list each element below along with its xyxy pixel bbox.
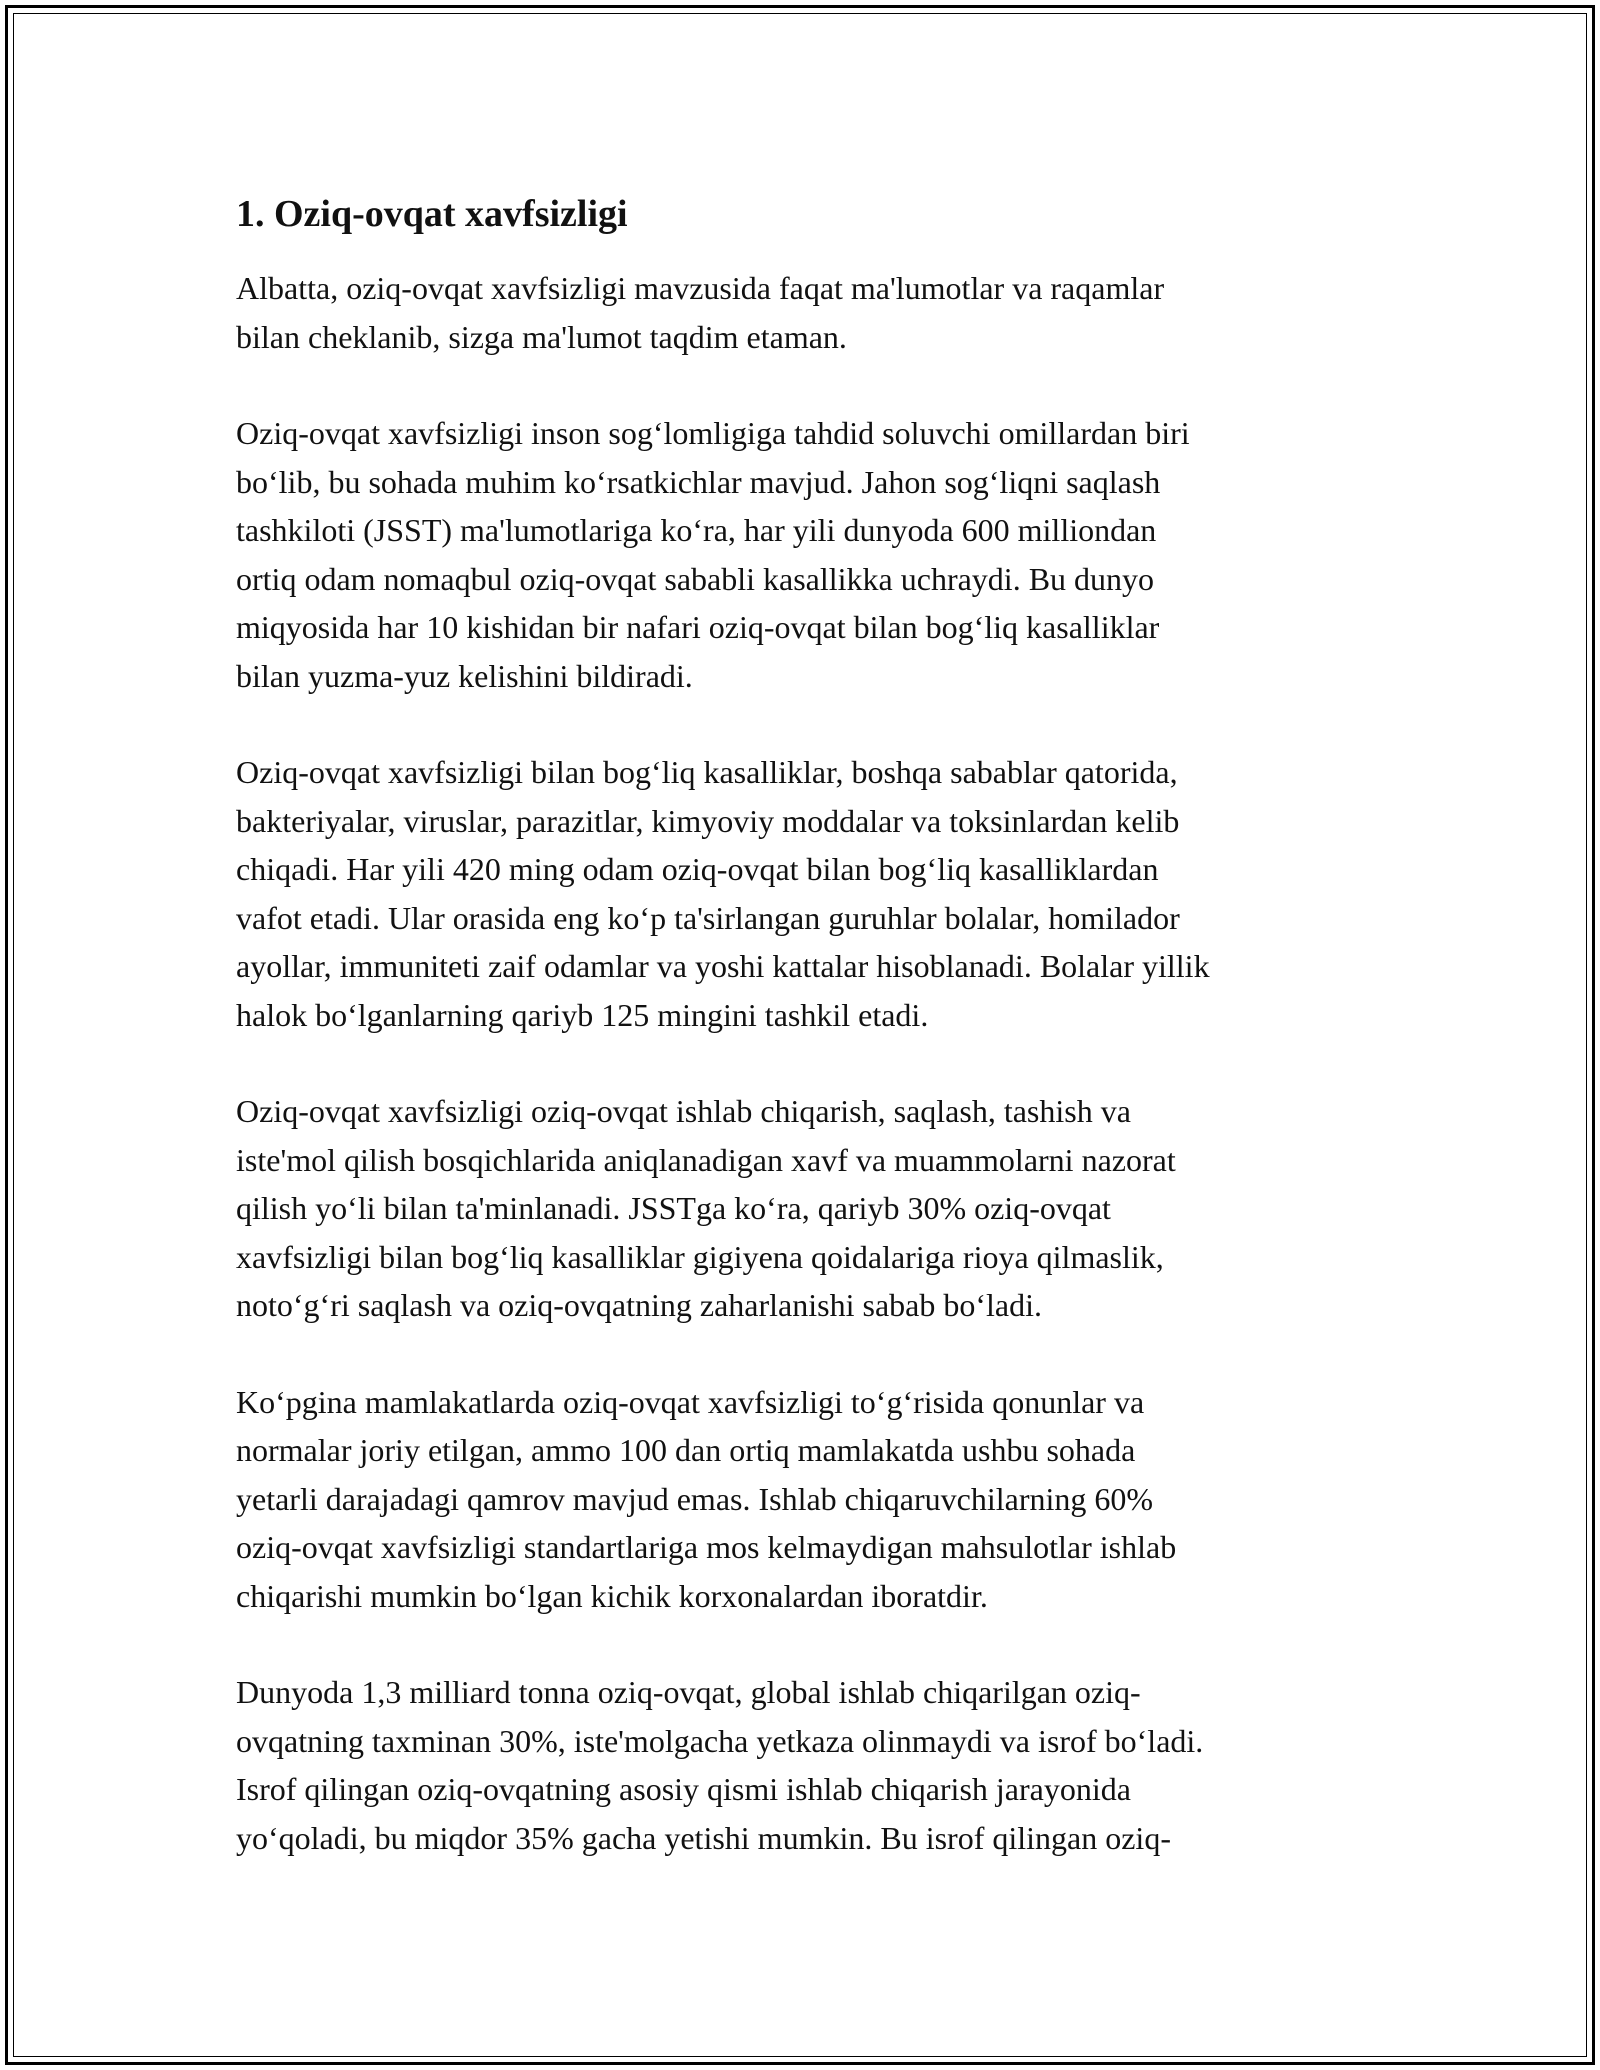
paragraph-legislation: Ko‘pgina mamlakatlarda oziq-ovqat xavfsizligi to‘g‘risida qonunlar va normalar joriy etilgan, ammo 100 dan ortiq mamlakatda ushbu sohada yetarli darajadagi qamrov mavjud emas. Ishlab chiqaruvchilarning 60% oziq-ovqat xavfsizligi standartlariga mos kelmaydigan mahsulotlar ishlab chiqarishi mumkin bo‘lgan kichik korxonalardan iboratdir. bbox=[236, 1383, 1177, 1614]
paragraph-food-waste: Dunyoda 1,3 milliard tonna oziq-ovqat, global ishlab chiqarilgan oziq- ovqatning taxminan 30%, iste'molgacha yetkaza olinmaydi va isrof bo‘ladi. Isrof qilingan oziq-ovqatning asosiy qismi ishlab chiqarish jarayonida yo‘qoladi, bu miqdor 35% gacha yetishi mumkin. Bu isrof qilingan oziq- bbox=[236, 1674, 1204, 1856]
paragraph-disease-causes: Oziq-ovqat xavfsizligi bilan bog‘liq kasalliklar, boshqa sabablar qatorida, bakteriyalar, viruslar, parazitlar, kimyoviy moddalar va toksinlardan kelib chiqadi. Har yili 420 ming odam oziq-ovqat bilan bog‘liq kasalliklardan vafot etadi. Ular orasida eng ko‘p ta'sirlangan guruhlar bolalar, homilador ayollar, immuniteti zaif odamlar va yoshi kattalar hisoblanadi. Bolalar yillik halok bo‘lganlarning qariyb 125 mingini tashkil etadi. bbox=[236, 754, 1210, 1033]
paragraph-disease-statistics: Oziq-ovqat xavfsizligi inson sog‘lomligiga tahdid soluvchi omillardan biri bo‘lib, bu sohada muhim ko‘rsatkichlar mavjud. Jahon sog‘liqni saqlash tashkiloti (JSST) ma'lumotlariga ko‘ra, har yili dunyoda 600 milliondan ortiq odam nomaqbul oziq-ovqat sababli kasallikka uchraydi. Bu dunyo miqyosida har 10 kishidan bir nafari oziq-ovqat bilan bog‘liq kasalliklar bilan yuzma-yuz kelishini bildiradi. bbox=[236, 415, 1190, 694]
paragraph-control-measures: Oziq-ovqat xavfsizligi oziq-ovqat ishlab chiqarish, saqlash, tashish va iste'mol qilish bosqichlarida aniqlanadigan xavf va muammolarni nazorat qilish yo‘li bilan ta'minlanadi. JSSTga ko‘ra, qariyb 30% oziq-ovqat xavfsizligi bilan bog‘liq kasalliklar gigiyena qoidalariga rioya qilmaslik, noto‘g‘ri saqlash va oziq-ovqatning zaharlanishi sabab bo‘ladi. bbox=[236, 1093, 1176, 1323]
section-heading: 1. Oziq-ovqat xavfsizligi bbox=[236, 193, 628, 235]
paragraph-intro: Albatta, oziq-ovqat xavfsizligi mavzusida faqat ma'lumotlar va raqamlar bilan cheklanib, sizga ma'lumot taqdim etaman. bbox=[236, 270, 1165, 355]
document-body bbox=[236, 188, 1366, 1910]
